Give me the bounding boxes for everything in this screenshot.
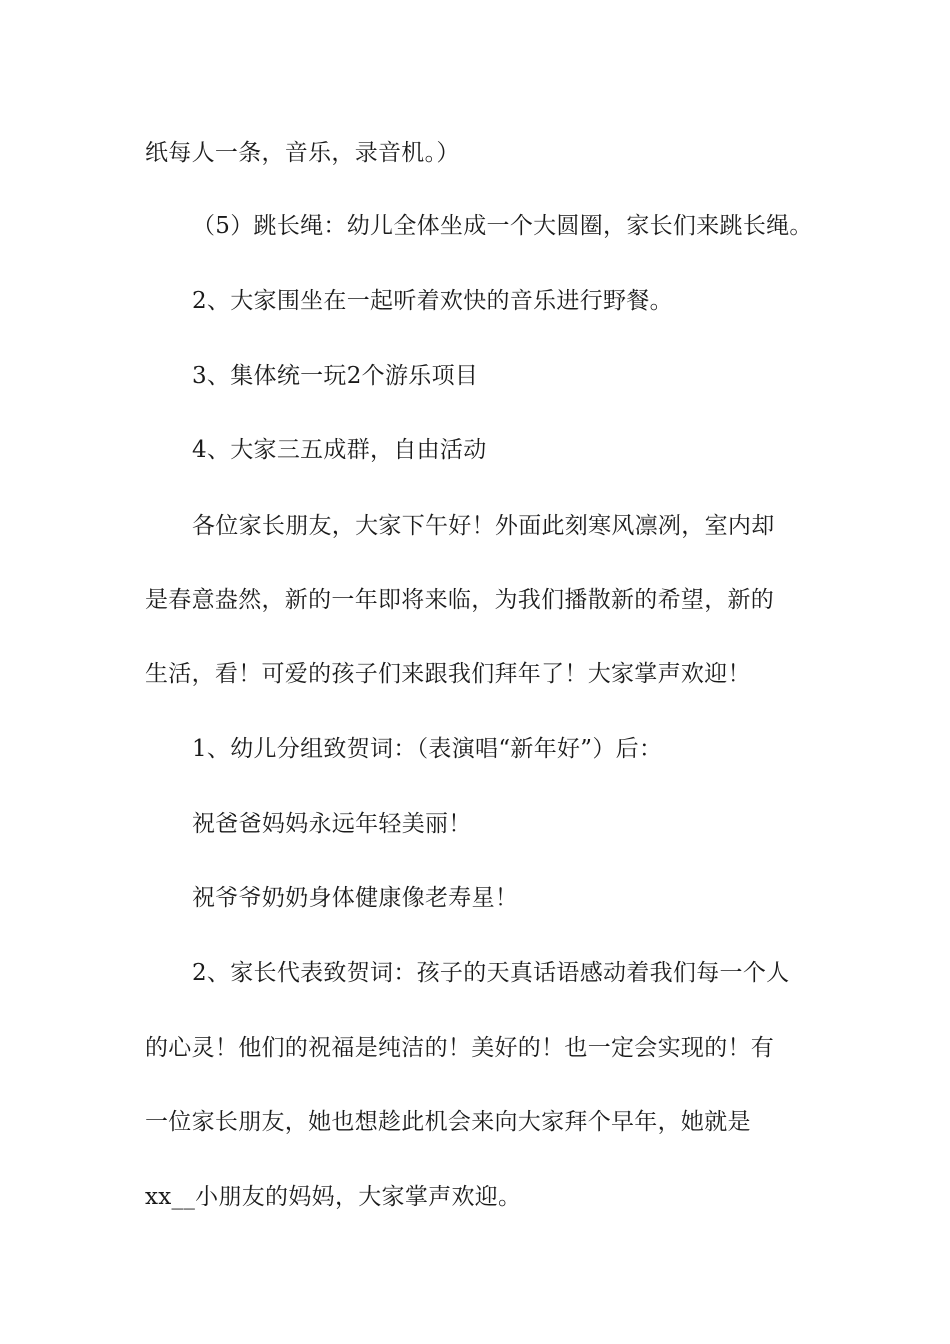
- text-line-14: 一位家长朋友，她也想趁此机会来向大家拜个早年，她就是: [145, 1109, 751, 1135]
- text-line-1: 纸每人一条，音乐，录音机。）: [145, 140, 460, 166]
- text-line-2: （5）跳长绳：幼儿全体坐成一个大圆圈，家长们来跳长绳。: [192, 213, 813, 239]
- text-line-10: 祝爸爸妈妈永远年轻美丽！: [192, 811, 472, 837]
- text-line-6: 各位家长朋友，大家下午好！外面此刻寒风凛冽，室内却: [192, 513, 775, 539]
- text-line-15: xx__小朋友的妈妈，大家掌声欢迎。: [145, 1184, 522, 1210]
- text-line-13: 的心灵！他们的祝福是纯洁的！美好的！也一定会实现的！有: [145, 1035, 775, 1061]
- text-line-11: 祝爷爷奶奶身体健康像老寿星！: [192, 885, 519, 911]
- text-line-3: 2、大家围坐在一起听着欢快的音乐进行野餐。: [192, 288, 673, 314]
- text-line-7: 是春意盎然，新的一年即将来临，为我们播散新的希望，新的: [145, 587, 775, 613]
- text-line-8: 生活，看！可爱的孩子们来跟我们拜年了！大家掌声欢迎！: [145, 661, 751, 687]
- text-line-5: 4、大家三五成群，自由活动: [192, 437, 487, 463]
- text-line-12: 2、家长代表致贺词：孩子的天真话语感动着我们每一个人: [192, 960, 790, 986]
- text-line-4: 3、集体统一玩2个游乐项目: [192, 363, 479, 389]
- text-line-9: 1、幼儿分组致贺词：（表演唱“新年好”）后：: [192, 736, 663, 762]
